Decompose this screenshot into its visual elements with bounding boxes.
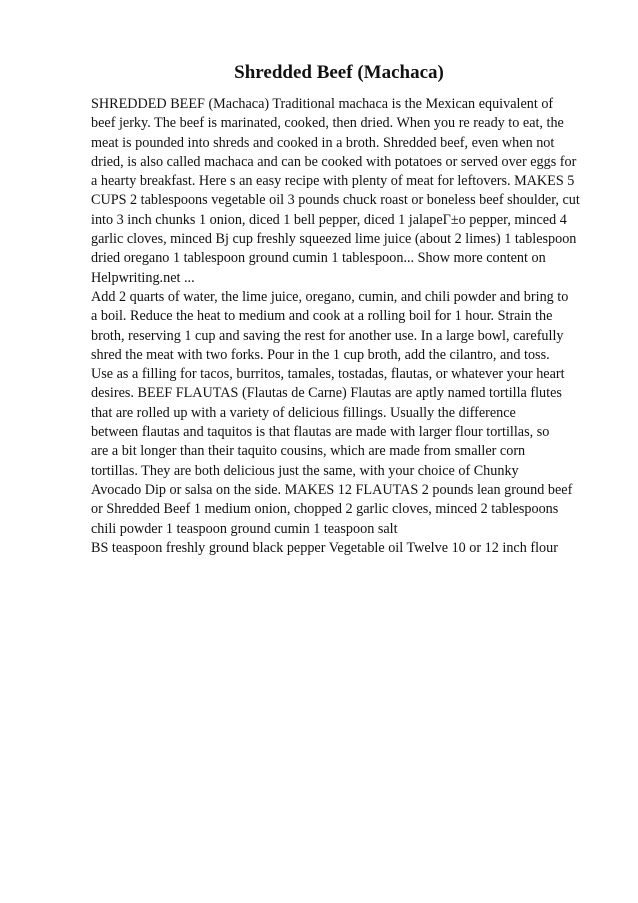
body-line: tortillas. They are both delicious just the same, with your choice of Chunky [91, 462, 519, 479]
body-line: broth, reserving 1 cup and saving the rest for another use. In a large bowl, carefully [91, 327, 564, 344]
body-line: that are rolled up with a variety of delicious fillings. Usually the difference [91, 404, 516, 421]
document-title: Shredded Beef (Machaca) [234, 62, 444, 83]
document-body [91, 95, 611, 558]
body-line: dried, is also called machaca and can be cooked with potatoes or served over eggs for [91, 153, 577, 170]
body-line: chili powder 1 teaspoon ground cumin 1 teaspoon salt [91, 520, 398, 537]
body-line: CUPS 2 tablespoons vegetable oil 3 pounds chuck roast or boneless beef shoulder, cut [91, 192, 580, 209]
body-line: or Shredded Beef 1 medium onion, chopped 2 garlic cloves, minced 2 tablespoons [91, 501, 559, 518]
body-line: are a bit longer than their taquito cousins, which are made from smaller corn [91, 443, 526, 460]
body-line: Use as a filling for tacos, burritos, tamales, tostadas, flautas, or whatever your heart [91, 366, 565, 383]
body-line: BS teaspoon freshly ground black pepper Vegetable oil Twelve 10 or 12 inch flour [91, 539, 558, 556]
body-line: into 3 inch chunks 1 onion, diced 1 bell pepper, diced 1 jalapeΓ±o pepper, minced 4 [91, 211, 567, 228]
body-line: Helpwriting.net ... [91, 269, 195, 286]
body-line: a hearty breakfast. Here s an easy recipe with plenty of meat for leftovers. MAKES 5 [91, 173, 575, 190]
body-line: between flautas and taquitos is that flautas are made with larger flour tortillas, so [91, 424, 550, 441]
body-line: desires. BEEF FLAUTAS (Flautas de Carne) Flautas are aptly named tortilla flutes [91, 385, 562, 402]
body-line: shred the meat with two forks. Pour in the 1 cup broth, add the cilantro, and toss. [91, 346, 550, 363]
body-line: Add 2 quarts of water, the lime juice, oregano, cumin, and chili powder and bring to [91, 288, 569, 305]
body-line: garlic cloves, minced Bj cup freshly squeezed lime juice (about 2 limes) 1 tablespoon [91, 231, 577, 248]
body-line: a boil. Reduce the heat to medium and cook at a rolling boil for 1 hour. Strain the [91, 308, 553, 325]
body-line: beef jerky. The beef is marinated, cooked, then dried. When you re ready to eat, the [91, 115, 564, 132]
body-line: dried oregano 1 tablespoon ground cumin 1 tablespoon... Show more content on [91, 250, 546, 267]
body-line: Avocado Dip or salsa on the side. MAKES 12 FLAUTAS 2 pounds lean ground beef [91, 481, 573, 498]
body-line: meat is pounded into shreds and cooked in a broth. Shredded beef, even when not [91, 134, 555, 151]
body-line: SHREDDED BEEF (Machaca) Traditional machaca is the Mexican equivalent of [91, 96, 554, 112]
